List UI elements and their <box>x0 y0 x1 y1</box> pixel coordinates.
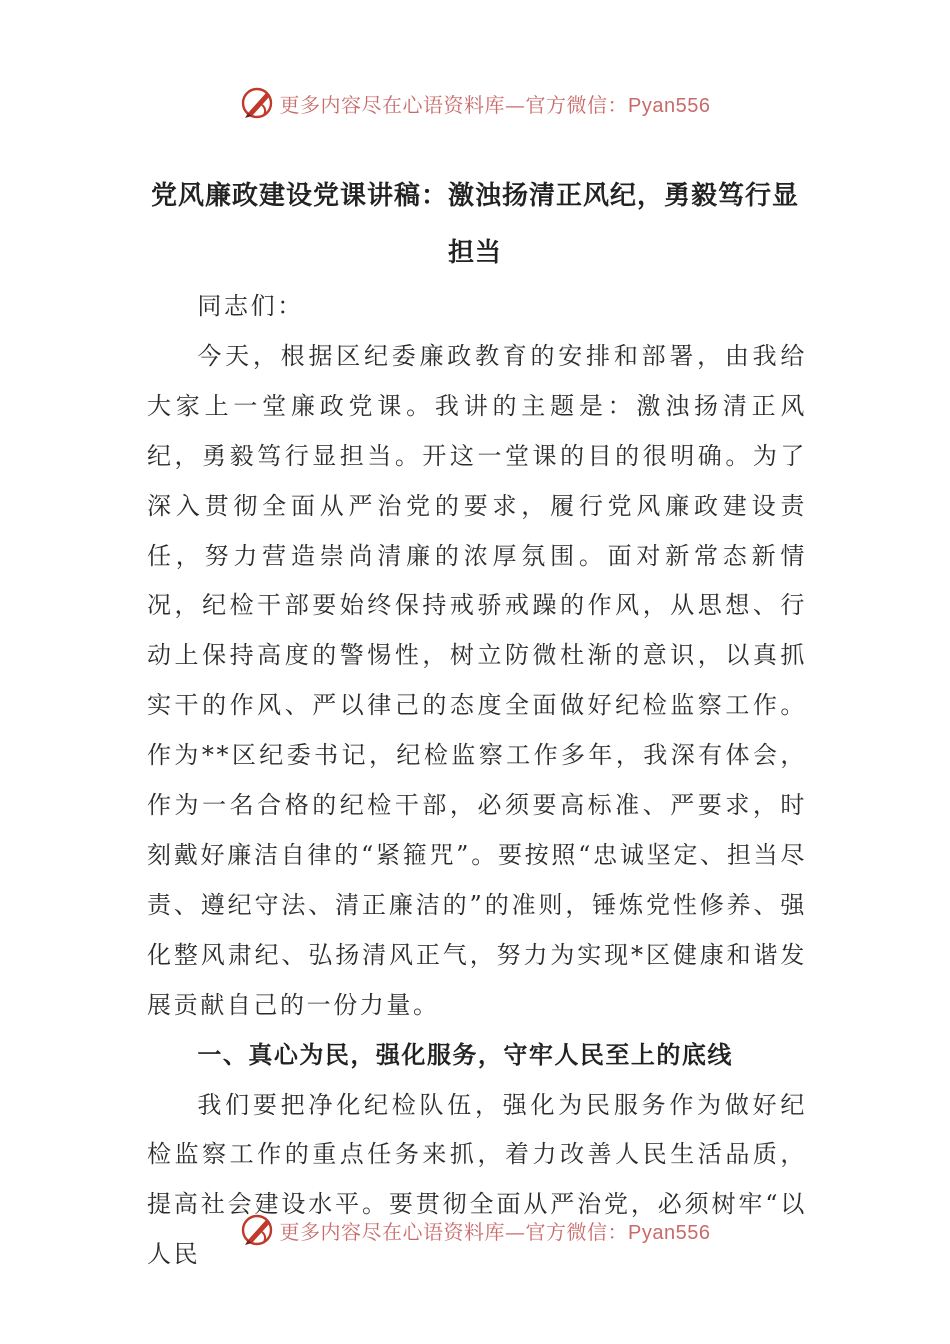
section-paragraph: 我们要把净化纪检队伍，强化为民服务作为做好纪检监察工作的重点任务来抓，着力改善人民生活品质，提高社会建设水平。要贯彻全面从严治党，必须树牢“以人民 <box>147 1090 807 1269</box>
watermark-text: 更多内容尽在心语资料库—官方微信：Pyan556 <box>279 92 711 117</box>
watermark-banner-top <box>0 83 950 123</box>
document-body <box>147 282 807 1280</box>
body-paragraph: 今天，根据区纪委廉政教育的安排和部署，由我给大家上一堂廉政党课。我讲的主题是：激浊扬清正风纪，勇毅笃行显担当。开这一堂课的目的很明确。为了深入贯彻全面从严治党的要求，履行党风廉政建设责任，努力营造崇尚清廉的浓厚氛围。面对新常态新情况，纪检干部要始终保持戒骄戒躁的作风，从思想、行动上保持高度的警惕性，树立防微杜渐的意识，以真抓实干的作风、严以律己的态度全面做好纪检监察工作。作为**区纪委书记，纪检监察工作多年，我深有体会，作为一名合格的纪检干部，必须要高标准、严要求，时刻戴好廉洁自律的“紧箍咒”。要按照“忠诚坚定、担当尽责、遵纪守法、清正廉洁的”的准则，锤炼党性修养、强化整风肃纪、弘扬清风正气，努力为实现*区健康和谐发展贡献自己的一份力量。 <box>147 341 807 1019</box>
greeting: 同志们： <box>197 292 304 320</box>
pen-logo-icon <box>240 1212 276 1248</box>
watermark-text: 更多内容尽在心语资料库—官方微信：Pyan556 <box>279 1219 711 1244</box>
section-heading: 一、真心为民，强化服务，守牢人民至上的底线 <box>197 1040 733 1069</box>
pen-logo-icon <box>240 85 276 121</box>
document-title: 党风廉政建设党课讲稿：激浊扬清正风纪，勇毅笃行显担当 <box>150 181 799 268</box>
watermark-banner-bottom <box>0 1210 950 1250</box>
